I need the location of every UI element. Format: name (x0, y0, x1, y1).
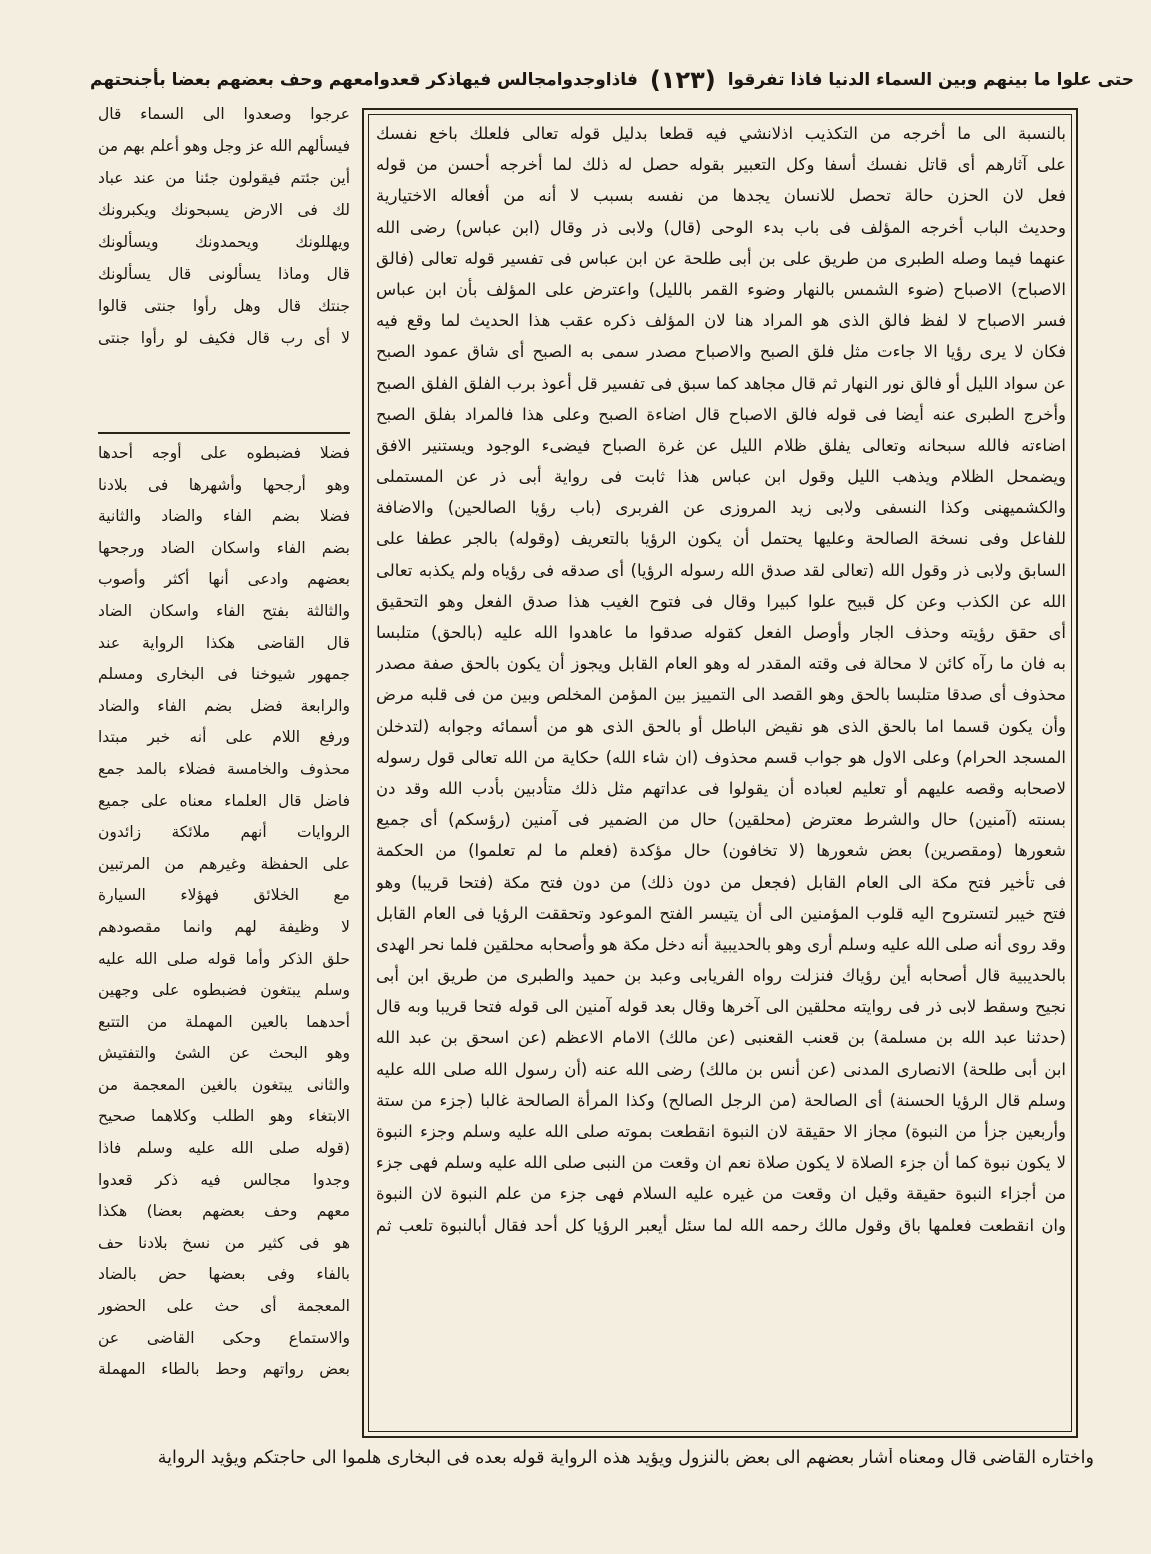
side-column-bottom (98, 438, 350, 1440)
side-column-divider (98, 432, 350, 434)
side-line: (قوله صلى الله عليه وسلم فاذا (98, 1139, 350, 1158)
main-line: من أجزاء النبوة حقيقة وقيل ان وقعت من غيره عليه السلام فهى جزء من علم النبوة لان النبوة (376, 1184, 1066, 1204)
side-line: مع الخلائق فهؤلاء السيارة (98, 886, 350, 905)
main-line: لا يكون نبوة كما أن جزء الصلاة لا يكون صلاة نعم ان وقعت من النبى صلى الله عليه وسلم فهى جزء (376, 1153, 1066, 1173)
page-footer-line: واختاره القاضى قال ومعناه أشار بعضهم الى بعض بالنزول ويؤيد هذه الرواية قوله بعده فى البخارى هلموا الى حاجتكم ويؤيد الرواية (157, 1448, 1094, 1468)
side-line: حلق الذكر وأما قوله صلى الله عليه (98, 949, 350, 968)
main-line: عن سواد الليل أو فالق نور النهار ثم قال مجاهد كما سبق فى تفسير قل أعوذ برب الفلق الفلق الصبح (376, 373, 1066, 393)
side-line: ويهللونك ويحمدونك ويسألونك (98, 233, 350, 251)
main-line: فكان لا يرى رؤيا الا جاءت مثل فلق الصبح والاصباح مصدر سمى به الصبح أى شاق عمود الصبح (376, 342, 1066, 362)
main-line: على آثارهم أى قاتل نفسك أسفا وكل التعبير بقوله حصل له ذلك لما أخرجه أحسن من قوله (376, 155, 1066, 175)
side-line: بعضهم وادعى أنها أكثر وأصوب (98, 570, 350, 589)
main-line: السابق ولابى ذر وقول الله (تعالى لقد صدق الله رسوله الرؤيا) أى صدقه فى رؤياه ولم يكذبه تعالى (376, 560, 1066, 580)
main-line: بسنته (آمنين) حال والشرط معترض (محلقين) حال من الضمير فى آمنين (رؤسكم) أى جميع (376, 810, 1066, 830)
main-line: فتح خيبر لتستروح اليه قلوب المؤمنين الى أن يتيسر الفتح الموعود وتحققت الرؤيا فى العام القابل (376, 903, 1066, 923)
side-line: الابتغاء وهو الطلب وكلاهما صحيح (98, 1107, 350, 1126)
side-line: وهو البحث عن الشئ والتفتيش (98, 1044, 350, 1063)
main-line: لاصحابه وقصه عليهم أو تعليم لعباده أن يقولوا فى عداتهم مثل ذلك متأدبين بأدب الله وقد دن (376, 778, 1066, 798)
main-line: وان انقطعت فعلمها باق وقول مالك رحمه الله لما سئل أيعبر الرؤيا كل أحد فقال أبالنبوة تلعب ثم (376, 1215, 1066, 1235)
main-line: فعل لان الحزن حالة تحصل للانسان يجدها من نفسه بسبب لا أنه من أفعاله الاختيارية (376, 186, 1066, 206)
page-header (90, 60, 1135, 100)
side-line: بالفاء وفى بعضها حض بالضاد (98, 1265, 350, 1284)
main-line: به فان ما رآه كائن لا محالة فى وقته المقدر له وهو العام القابل ويجوز أن يكون بالحق صفة مصدر (376, 654, 1066, 674)
side-line: لا وظيفة لهم وانما مقصودهم (98, 917, 350, 936)
main-line: وسلم قال الرؤيا الحسنة) أى الصالحة (من الرجل الصالح) وكذا المرأة الصالحة غالبا (جزء من ستة (376, 1090, 1066, 1110)
main-line: عنهما فيما وصله الطبرى من طريق على بن أبى طلحة عن ابن عباس فى تفسير قوله تعالى (فالق (376, 248, 1066, 268)
main-line: ابن أبى طلحة) الانصارى المدنى (عن أنس بن مالك) رضى الله عنه (أن رسول الله صلى الله عليه (376, 1059, 1066, 1079)
side-line: الروايات أنهم ملائكة زائدون (98, 823, 350, 842)
main-line: وأربعين جزأ من النبوة) مجاز الا حقيقة لان النبوة انقطعت بموته صلى الله عليه وسلم وجزء النبوة (376, 1122, 1066, 1141)
main-line: بالنسبة الى ما أخرجه من التكذيب اذلانشي فيه قطعا بدليل قوله تعالى فلعلك باخع نفسك (376, 124, 1066, 143)
main-line: والكشميهنى وكذا النسفى ولابى زيد المروزى عن الفربرى (باب رؤيا الصالحين) والاضافة (376, 498, 1066, 518)
main-commentary-column (376, 118, 1066, 1430)
main-line: محذوف أى صدقا متلبسا بالحق وهو القصد الى التمييز بين المؤمن المخلص وبين من فى قلبه مرض (376, 685, 1066, 705)
main-line: أى حقق رؤيته وحذف الجار وأوصل الفعل كقوله صدقوا ما عاهدوا الله عليه (بالحق) متلبسا (376, 623, 1066, 642)
side-line: وسلم يبتغون فضبطوه على وجهين (98, 981, 350, 1000)
main-line: اضاءته فالله سبحانه وتعالى يفلق ظلام الليل عن غرة الصباح فيضىء الوجود ويستنير الافق (376, 435, 1066, 455)
page-number: (١٢٣) (649, 66, 716, 94)
main-line: الاصباح) الاصباح (ضوء الشمس بالنهار وضوء القمر بالليل) واعترض على المؤلف بأن ابن عباس (376, 279, 1066, 299)
side-line: والثانى يبتغون بالغين المعجمة من (98, 1075, 350, 1094)
side-line: وجدوا مجالس فيه ذكر قعدوا (98, 1170, 350, 1189)
main-line: (حدثنا عبد الله بن مسلمة) بن قعنب القعنبى (عن مالك) الامام الاعظم (عن اسحق بن عبد الله (376, 1028, 1066, 1048)
side-line: لك فى الارض يسبحونك ويكبرونك (98, 201, 350, 219)
side-line: هو فى كثير من نسخ بلادنا حف (98, 1233, 350, 1252)
side-line: فضلا فضبطوه على أوجه أحدها (98, 444, 350, 462)
side-line: معهم وحف بعضهم بعضا) هكذا (98, 1202, 350, 1221)
side-line: والثالثة بفتح الفاء واسكان الضاد (98, 601, 350, 620)
side-line: المعجمة أى حث على الحضور (98, 1297, 350, 1316)
main-line: وحديث الباب أخرجه المؤلف فى باب بدء الوحى (قال) ولابى ذر وقال (ابن عباس) رضى الله (376, 217, 1066, 237)
side-line: والاستماع وحكى القاضى عن (98, 1328, 350, 1347)
side-line: أين جئتم فيقولون جئنا من عند عباد (98, 169, 350, 187)
side-line: عرجوا وصعدوا الى السماء قال (98, 105, 350, 123)
side-line: بعض رواتهم وحط بالطاء المهملة (98, 1360, 350, 1379)
side-line: فاضل قال العلماء معناه على جميع (98, 791, 350, 810)
main-line: بالحديبية قال أصحابه أين رؤياك فنزلت رواه الفريابى وعبد بن حميد والطبرى من طريق ابن أبى (376, 966, 1066, 986)
main-line: فسر الاصباح لا لفظ فالق الذى هو المراد هنا لان المؤلف ذكره عقب هذا الحديث لما وقع فيه (376, 311, 1066, 331)
side-line: جنتك قال وهل رأوا جنتى قالوا (98, 297, 350, 315)
side-line: جمهور شيوخنا فى البخارى ومسلم (98, 665, 350, 684)
side-line: بضم الفاء واسكان الضاد ورجحها (98, 538, 350, 557)
side-line: فضلا بضم الفاء والضاد والثانية (98, 507, 350, 526)
side-column-top (98, 98, 350, 428)
side-line: قال وماذا يسألونى قال يسألونك (98, 265, 350, 283)
header-right-text: فاذاوجدوامجالس فيهاذكر قعدوامعهم وحف بعضهم بعضا بأجنحتهم (90, 70, 638, 90)
main-line: نجيح وسقط لابى ذر فى روايته محلقين الى آخرها وقال بعد قوله آمنين الى قوله فتحا قريبا وبه قال (376, 997, 1066, 1017)
side-line: قال القاضى هكذا الرواية عند (98, 633, 350, 652)
main-line: فى تأخير فتح مكة الى العام القابل (فجعل من دون ذلك) من دون فتح مكة (فتحا قريبا) وهو (376, 872, 1066, 892)
header-left-text: حتى علوا ما بينهم وبين السماء الدنيا فاذا تفرقوا (727, 70, 1135, 90)
main-line: وقد روى أنه صلى الله عليه وسلم أرى وهو بالحديبية أنه دخل مكة هو وأصحابه محلقين فلما نحر الهدى (376, 934, 1066, 954)
main-line: شعورها (ومقصرين) بعض شعورها (لا تخافون) حال مؤكدة (فعلم ما لم تعلموا) من الحكمة (376, 841, 1066, 861)
side-line: لا أى رب قال فكيف لو رأوا جنتى (98, 329, 350, 347)
main-line: المسجد الحرام) وعلى الاول هو جواب قسم محذوف (ان شاء الله) حكاية من الله تعالى قول رسوله (376, 747, 1066, 767)
side-line: فيسألهم الله عز وجل وهو أعلم بهم من (98, 137, 350, 155)
side-line: والرابعة فضل بضم الفاء والضاد (98, 696, 350, 715)
side-line: ورفع اللام على أنه خبر مبتدا (98, 728, 350, 747)
side-line: على الحفظة وغيرهم من المرتبين (98, 854, 350, 873)
main-line: الله عن الكذب وعن كل قبيح علوا كبيرا وقال فى فتوح الغيب هذا صدق الفعل وهو التحقيق (376, 591, 1066, 611)
main-line: وأخرج الطبرى عنه أيضا فى قوله فالق الاصباح قال اضاءة الصبح وعلى هذا فالمراد بفلق الصبح (376, 404, 1066, 424)
main-line: وأن يكون قسما اما بالحق الذى هو نقيض الباطل أو بالحق الذى هو من أسمائه وجوابه (لتدخلن (376, 716, 1066, 736)
side-line: محذوف والخامسة فضلاء بالمد جمع (98, 759, 350, 778)
side-line: وهو أرجحها وأشهرها فى بلادنا (98, 475, 350, 494)
main-line: للفاعل وفى نسخة الصالحة وعليها يحتمل أن يكون الرؤيا بالتعريف (وقوله) بالجر عطفا على (376, 529, 1066, 549)
main-line: ويضمحل الظلام ويذهب الليل وقول ابن عباس هذا ثابت فى رواية أبى ذر عن المستملى (376, 467, 1066, 487)
side-line: أحدهما بالعين المهملة من التتبع (98, 1012, 350, 1031)
